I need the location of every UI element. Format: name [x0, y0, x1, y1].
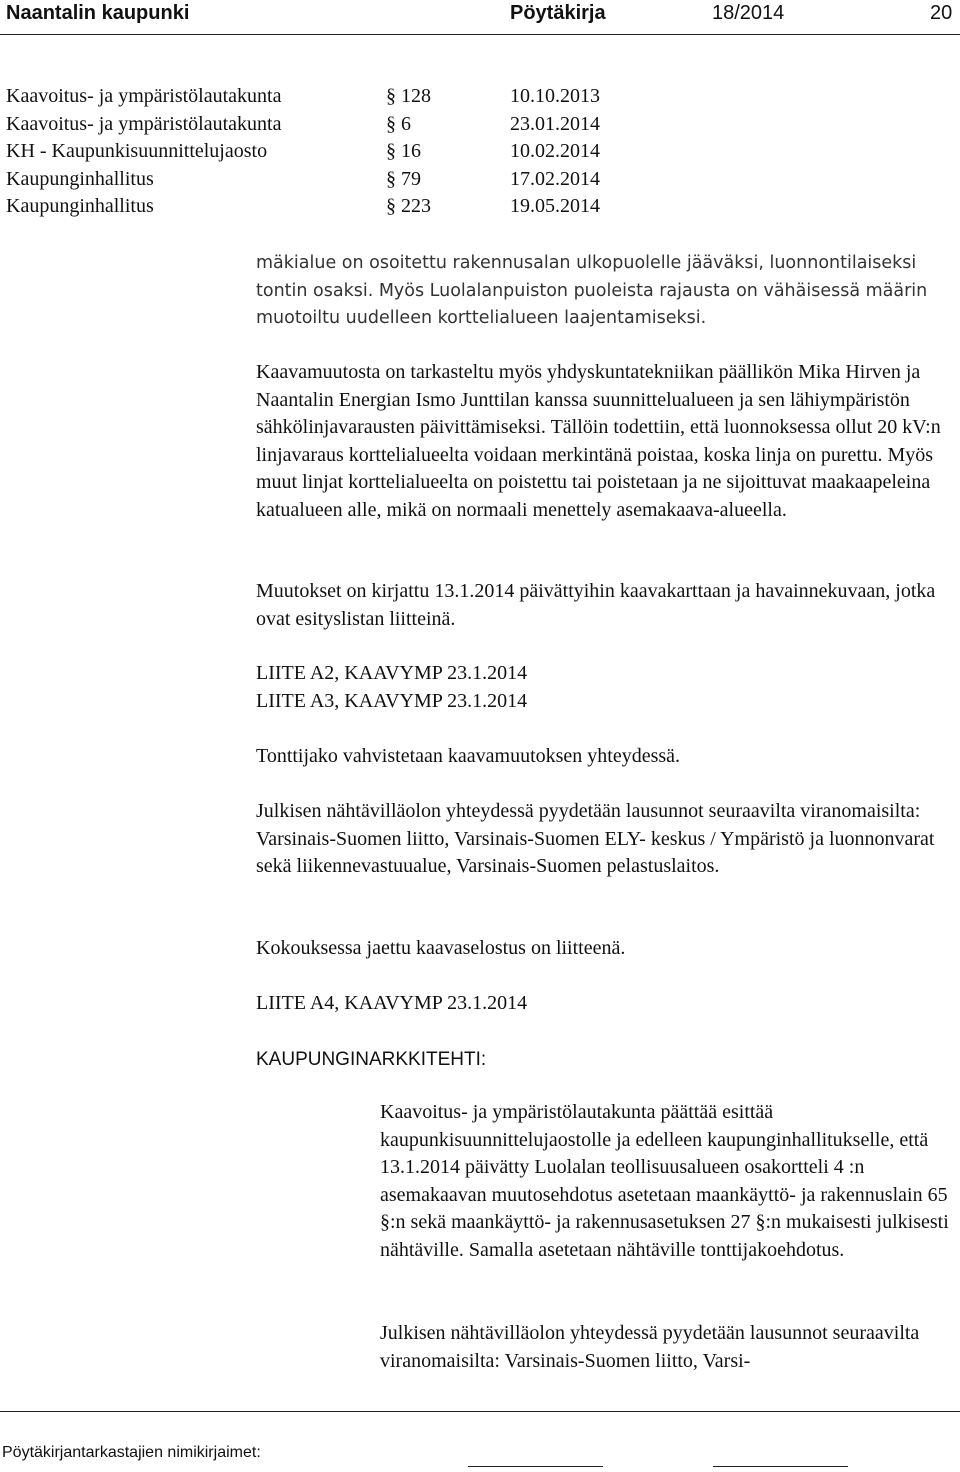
- attachment-reference: LIITE A4, KAAVYMP 23.1.2014: [256, 992, 528, 1014]
- history-row: [6, 166, 646, 194]
- section-sign: §: [386, 167, 396, 190]
- attachment-reference: LIITE A2, KAAVYMP 23.1.2014: [256, 662, 528, 684]
- document-type: Pöytäkirja: [510, 2, 606, 24]
- paragraph-plot-area: mäkialue on osoitettu rakennusalan ulkopuolelle jääväksi, luonnontilaiseksi tontin osaksi. Myös Luolalanpuiston puoleista rajausta on vähäisessä määrin muotoiltu uudelleen korttelialueen laajentamiseksi.: [256, 253, 928, 328]
- footer-divider: [0, 1411, 960, 1412]
- history-body: Kaavoitus- ja ympäristölautakunta: [6, 112, 282, 135]
- page-number: 20: [930, 2, 953, 24]
- history-date: 10.02.2014: [510, 140, 600, 162]
- organization-name: Naantalin kaupunki: [6, 2, 190, 24]
- history-number: 6: [401, 112, 411, 135]
- history-row: [6, 83, 646, 111]
- history-row: [6, 193, 646, 221]
- section-sign: §: [386, 112, 396, 135]
- section-sign: §: [386, 195, 396, 217]
- paragraph-power-lines: Kaavamuutosta on tarkasteltu myös yhdyskuntatekniikan päällikön Mika Hirven ja Naantalin Energian Ismo Junttilan kanssa suunnittelualueen ja sen lähiympäristön sähkölinjavarausten päivittämiseksi. Tällöin todettiin, että luonnoksessa ollut 20 kV:n linjavaraus korttelialueelta voidaan merkintänä poistaa, koska linja on purettu. Myös muut linjat korttelialueelta on poistettu tai poistetaan ja ne sijoittuvat maakaapeleina katualueen alle, mikä on normaali menettely asemakaava-alueella.: [256, 361, 941, 521]
- footer-label: Pöytäkirjantarkastajien nimikirjaimet:: [2, 1444, 261, 1461]
- proposal-paragraph: Julkisen nähtävilläolon yhteydessä pyydetään lausunnot seuraavilta viranomaisilta: Varsinais-Suomen liitto, Varsi-: [380, 1322, 920, 1372]
- paragraph-statements: Julkisen nähtävilläolon yhteydessä pyydetään lausunnot seuraavilta viranomaisilta: Varsinais-Suomen liitto, Varsinais-Suomen ELY- keskus / Ympäristö ja luonnonvarat sekä liikennevastuualue, Varsinais-Suomen pelastuslaitos.: [256, 800, 935, 877]
- history-body: Kaupunginhallitus: [6, 195, 154, 217]
- history-number: 16: [401, 140, 421, 162]
- history-row: [6, 138, 646, 166]
- document-number: 18/2014: [712, 2, 785, 24]
- proposer-heading: KAUPUNGINARKKITEHTI:: [256, 1049, 487, 1070]
- signature-line: [713, 1466, 848, 1467]
- paragraph-plot-division: Tonttijako vahvistetaan kaavamuutoksen yhteydessä.: [256, 745, 681, 767]
- history-row: [6, 111, 646, 139]
- header-divider: [0, 34, 960, 35]
- history-number: 79: [401, 167, 421, 190]
- page-header: [0, 0, 960, 34]
- proposal-paragraph: Kaavoitus- ja ympäristölautakunta päättää esittää kaupunkisuunnittelujaostolle ja edelleen kaupunginhallitukselle, että 13.1.2014 päivätty Luolalan teollisuusalueen osakortteli 4 :n asemakaavan muutosehdotus asetetaan maankäyttö- ja rakennuslain 65 §:n sekä maankäyttö- ja rakennusasetuksen 27 §:n mukaisesti julkisesti nähtäville. Samalla asetetaan nähtäville tonttijakoehdotus.: [380, 1101, 949, 1261]
- paragraph-changes: Muutokset on kirjattu 13.1.2014 päivättyihin kaavakarttaan ja havainnekuvaan, jotka ovat esityslistan liitteinä.: [256, 580, 936, 630]
- processing-history: [6, 83, 646, 221]
- history-body: KH - Kaupunkisuunnittelujaosto: [6, 140, 268, 162]
- attachment-reference: LIITE A3, KAAVYMP 23.1.2014: [256, 690, 528, 712]
- history-number: 223: [401, 195, 431, 217]
- history-number: 128: [401, 85, 431, 107]
- history-date: 10.10.2013: [510, 85, 600, 107]
- history-body: Kaavoitus- ja ympäristölautakunta: [6, 85, 282, 107]
- section-sign: §: [386, 85, 396, 107]
- history-date: 19.05.2014: [510, 195, 600, 217]
- section-sign: §: [386, 140, 396, 162]
- paragraph-description: Kokouksessa jaettu kaavaselostus on liitteenä.: [256, 937, 626, 959]
- history-date: 17.02.2014: [510, 167, 600, 190]
- signature-line: [468, 1466, 603, 1467]
- history-body: Kaupunginhallitus: [6, 167, 154, 190]
- history-date: 23.01.2014: [510, 112, 600, 135]
